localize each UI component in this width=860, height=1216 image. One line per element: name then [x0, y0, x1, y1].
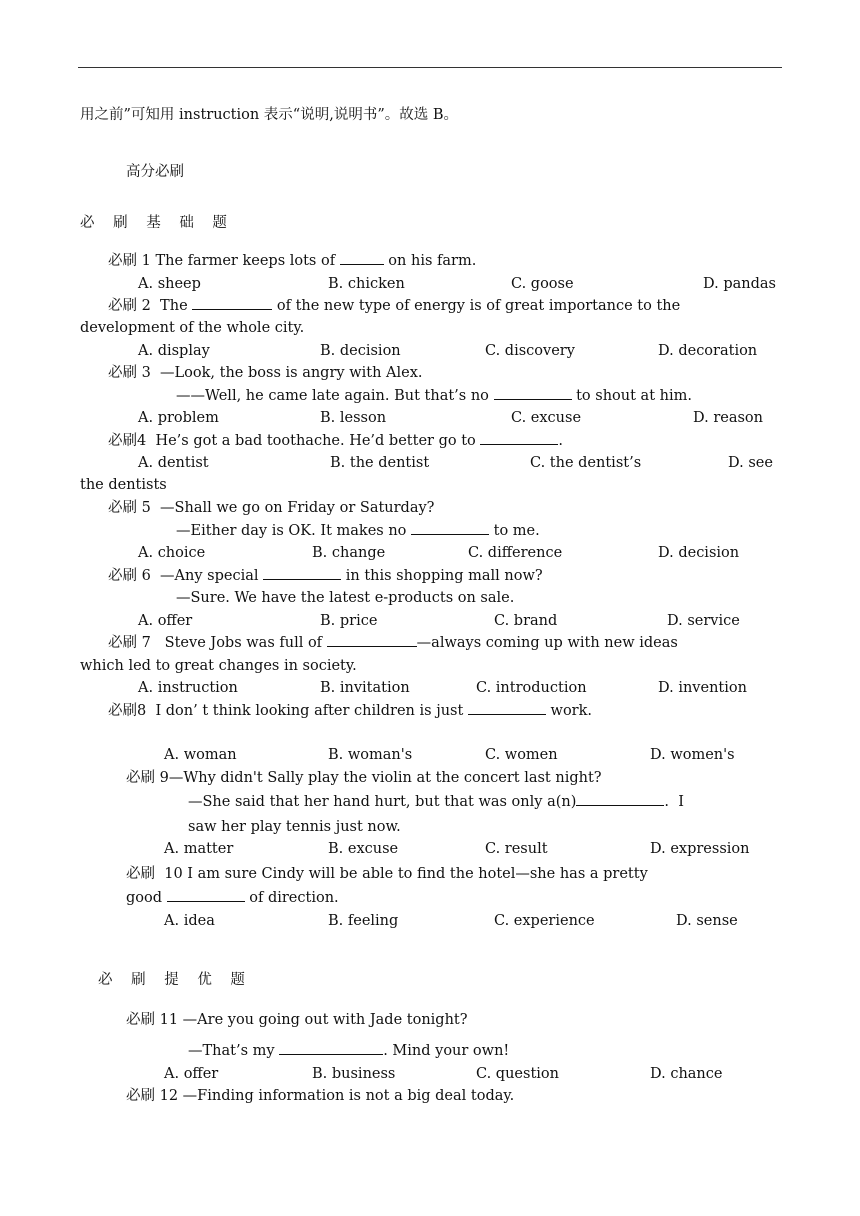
option-c: C. question [476, 1066, 559, 1082]
question-6: 必刷 6 —Any special in this shopping mall now? [108, 568, 543, 584]
option-b: B. feeling [328, 913, 399, 929]
option-a: A. idea [164, 913, 215, 929]
intro-text: 用之前”可知用 instruction 表示“说明,说明书”。故选 B。 [80, 107, 458, 123]
option-d: D. sense [676, 913, 738, 929]
option-c: C. result [485, 841, 548, 857]
label-gaofen: 高分必刷 [126, 164, 184, 180]
section-basic-heading: 必 刷 基 础 题 [80, 215, 234, 231]
answer-blank[interactable] [279, 1042, 383, 1055]
option-a: A. dentist [138, 455, 209, 471]
question-10: 必刷 10 I am sure Cindy will be able to find the hotel—she has a pretty [126, 866, 648, 882]
option-d: D. invention [658, 680, 747, 696]
option-d: D. expression [650, 841, 750, 857]
option-c: C. women [485, 747, 558, 763]
option-a: A. offer [138, 613, 193, 629]
answer-blank[interactable] [468, 702, 546, 715]
question-9: 必刷 9—Why didn't Sally play the violin at the concert last night? [126, 770, 602, 786]
option-d: D. women's [650, 747, 735, 763]
question-11-reply: —That’s my . Mind your own! [188, 1043, 510, 1059]
question-6-reply: —Sure. We have the latest e-products on sale. [176, 590, 515, 606]
option-a: A. woman [164, 747, 237, 763]
answer-blank[interactable] [340, 252, 384, 265]
question-5-reply: —Either day is OK. It makes no to me. [176, 523, 540, 539]
option-d: D. reason [693, 410, 763, 426]
option-a: A. sheep [138, 276, 201, 292]
question-9-cont: saw her play tennis just now. [188, 819, 401, 835]
question-2: 必刷 2 The of the new type of energy is of great importance to the [108, 298, 681, 314]
question-3-reply: ——Well, he came late again. But that’s no to shout at him. [176, 388, 692, 404]
option-b: B. chicken [328, 276, 405, 292]
option-a: A. choice [138, 545, 206, 561]
answer-blank[interactable] [192, 297, 272, 310]
option-b: B. excuse [328, 841, 399, 857]
question-4: 必刷4 He’s got a bad toothache. He’d better go to . [108, 433, 563, 449]
option-a: A. instruction [138, 680, 238, 696]
option-b: B. invitation [320, 680, 410, 696]
option-b: B. business [312, 1066, 396, 1082]
answer-blank[interactable] [480, 432, 558, 445]
answer-blank[interactable] [494, 387, 572, 400]
option-b: B. lesson [320, 410, 387, 426]
option-c: C. the dentist’s [530, 455, 642, 471]
question-8: 必刷8 I don’ t think looking after children is just work. [108, 703, 592, 719]
option-d: D. see [728, 455, 773, 471]
question-11: 必刷 11 —Are you going out with Jade tonight? [126, 1012, 468, 1028]
option-b: B. the dentist [330, 455, 430, 471]
option-d: D. pandas [703, 276, 776, 292]
option-a: A. matter [164, 841, 234, 857]
option-c: C. excuse [511, 410, 582, 426]
answer-blank[interactable] [411, 522, 489, 535]
question-2-cont: development of the whole city. [80, 320, 305, 336]
answer-blank[interactable] [167, 889, 245, 902]
option-b: B. decision [320, 343, 401, 359]
option-a: A. display [138, 343, 210, 359]
option-b: B. change [312, 545, 386, 561]
answer-blank[interactable] [327, 634, 417, 647]
option-a: A. problem [138, 410, 219, 426]
question-1: 必刷 1 The farmer keeps lots of on his farm. [108, 253, 477, 269]
option-b: B. woman's [328, 747, 413, 763]
question-3: 必刷 3 —Look, the boss is angry with Alex. [108, 365, 423, 381]
question-7: 必刷 7 Steve Jobs was full of —always coming up with new ideas [108, 635, 678, 651]
option-c: C. experience [494, 913, 595, 929]
option-c: C. difference [468, 545, 563, 561]
option-d: D. decision [658, 545, 740, 561]
option-d-cont: the dentists [80, 477, 167, 493]
question-5: 必刷 5 —Shall we go on Friday or Saturday? [108, 500, 435, 516]
answer-blank[interactable] [576, 793, 664, 806]
option-c: C. goose [511, 276, 574, 292]
question-12: 必刷 12 —Finding information is not a big deal today. [126, 1088, 515, 1104]
question-7-cont: which led to great changes in society. [80, 658, 357, 674]
question-9-reply: —She said that her hand hurt, but that was only a(n) . I [188, 794, 684, 810]
option-d: D. decoration [658, 343, 758, 359]
option-c: C. introduction [476, 680, 587, 696]
option-d: D. service [667, 613, 740, 629]
header-rule [78, 67, 782, 68]
option-d: D. chance [650, 1066, 723, 1082]
option-c: C. discovery [485, 343, 575, 359]
answer-blank[interactable] [263, 567, 341, 580]
option-b: B. price [320, 613, 378, 629]
question-10-cont: good of direction. [126, 890, 339, 906]
section-advanced-heading: 必 刷 提 优 题 [98, 972, 252, 988]
option-a: A. offer [164, 1066, 219, 1082]
option-c: C. brand [494, 613, 558, 629]
